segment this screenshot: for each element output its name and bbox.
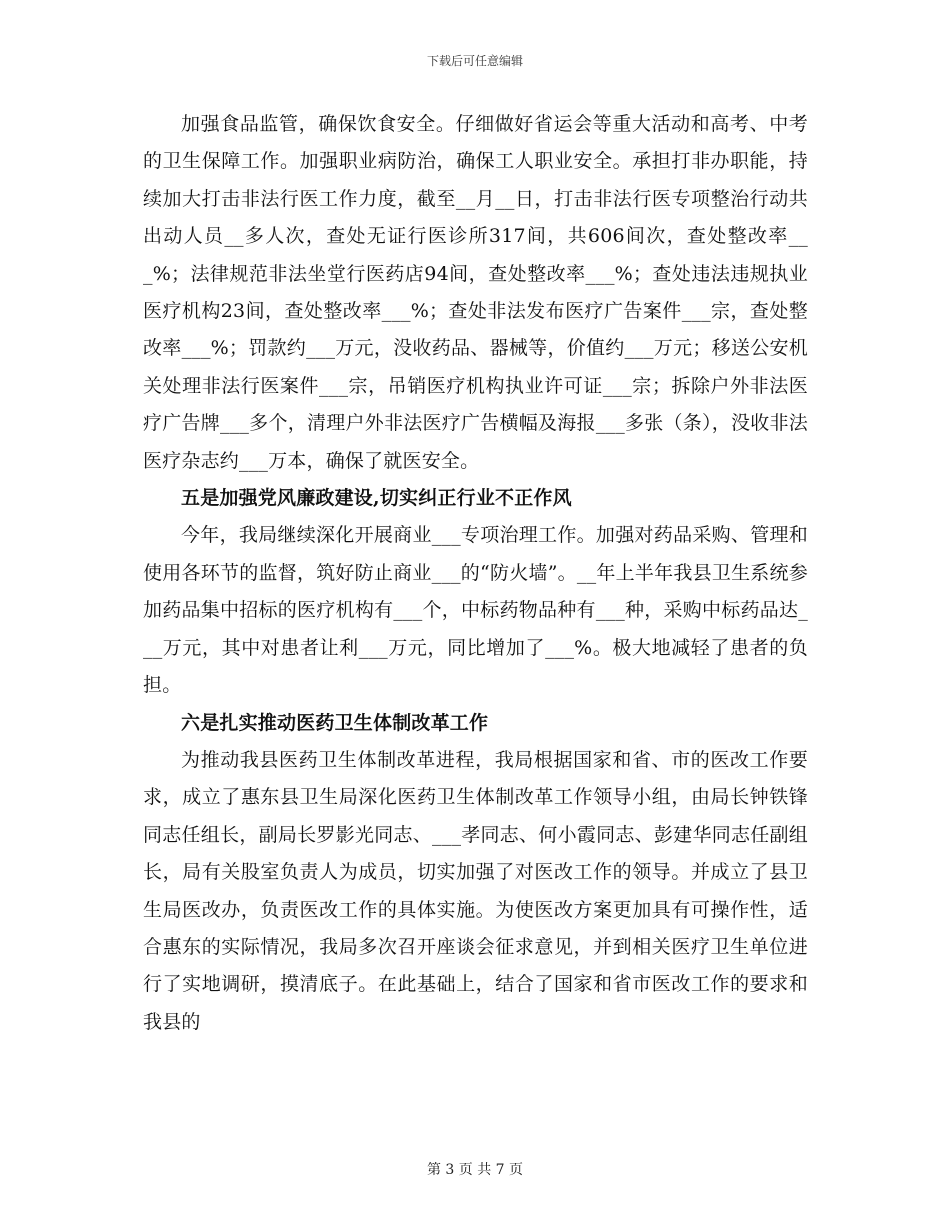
document-body	[143, 106, 808, 1041]
section-heading-5: 五是加强党风廉政建设,切实纠正行业不正作风	[181, 487, 572, 510]
paragraph-healthcare-reform: 为推动我县医药卫生体制改革进程，我局根据国家和省、市的医改工作要求，成立了惠东县卫生局深化医药卫生体制改革工作领导小组，由局长钟铁锋同志任组长，副局长罗影光同志、___孝同志、何小霞同志、彭建华同志任副组长，局有关股室负责人为成员，切实加强了对医改工作的领导。并成立了县卫生局医改办，负责医改工作的具体实施。为使医改方案更加具有可操作性，适合惠东的实际情况，我局多次召开座谈会征求意见，并到相关医疗卫生单位进行了实地调研，摸清底子。在此基础上，结合了国家和省市医改工作的要求和我县的	[143, 748, 808, 1033]
page-footer: 第 3 页 共 7 页	[426, 1162, 524, 1178]
paragraph-food-safety: 加强食品监管，确保饮食安全。仔细做好省运会等重大活动和高考、中考的卫生保障工作。加强职业病防治，确保工人职业安全。承担打非办职能，持续加大打击非法行医工作力度，截至__月__日，打击非法行医专项整治行动共出动人员__多人次，查处无证行医诊所317间，共606间次，查处整改率___%；法律规范非法坐堂行医药店94间，查处整改率___%；查处违法违规执业医疗机构23间，查处整改率___%；查处非法发布医疗广告案件___宗，查处整改率___%；罚款约___万元，没收药品、器械等，价值约___万元；移送公安机关处理非法行医案件___宗，吊销医疗机构执业许可证___宗；拆除户外非法医疗广告牌___多个，清理户外非法医疗广告横幅及海报___多张（条），没收非法医疗杂志约___万本，确保了就医安全。	[143, 113, 808, 472]
section-heading-6: 六是扎实推动医药卫生体制改革工作	[181, 711, 489, 734]
page-header: 下载后可任意编辑	[426, 54, 523, 68]
paragraph-commercial-governance: 今年，我局继续深化开展商业___专项治理工作。加强对药品采购、管理和使用各环节的监督，筑好防止商业___的“防火墙”。__年上半年我县卫生系统参加药品集中招标的医疗机构有___个，中标药物品种有___种，采购中标药品达___万元，其中对患者让利___万元，同比增加了___%。极大地减轻了患者的负担。	[143, 524, 808, 697]
